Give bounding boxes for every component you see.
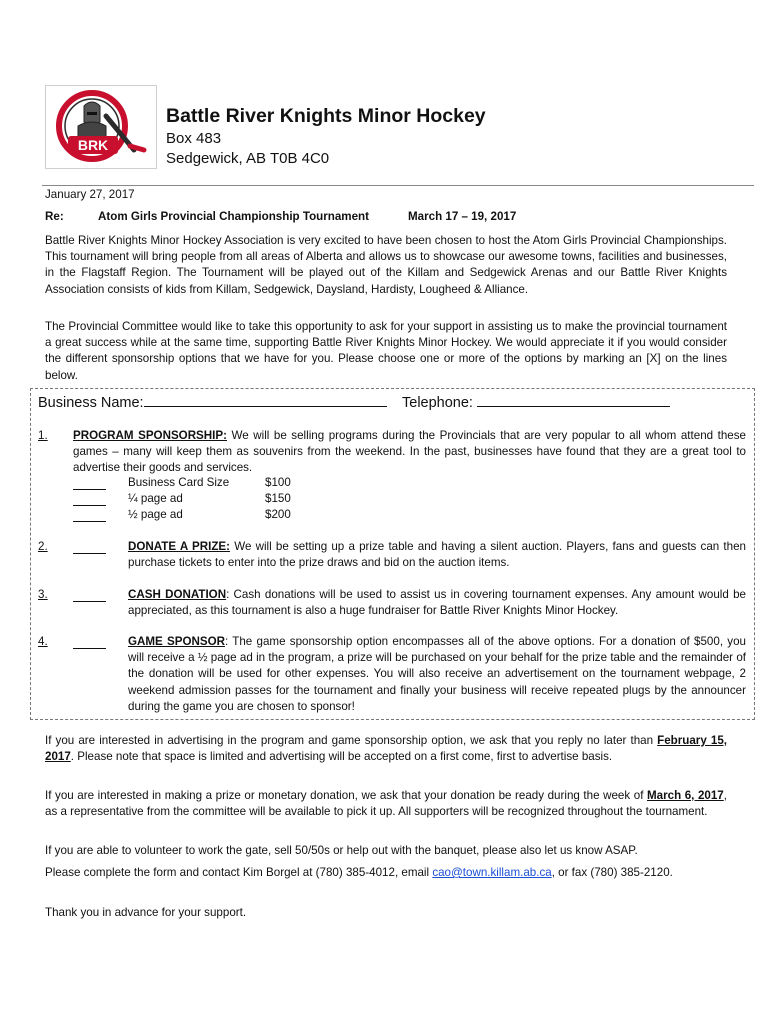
contact-paragraph bbox=[45, 865, 727, 881]
telephone-line[interactable] bbox=[477, 394, 670, 407]
checkbox-line-game-sponsor[interactable] bbox=[73, 636, 106, 649]
re-dates: March 17 – 19, 2017 bbox=[408, 210, 517, 223]
ad-option-label: ¼ page ad bbox=[128, 492, 183, 505]
prize-text-post: , as a representative from the committee will be available to pick it up. All supporters will be recognized throughout the tournament. bbox=[45, 789, 727, 819]
address-line-2: Sedgewick, AB T0B 4C0 bbox=[166, 150, 330, 167]
checkbox-line-cash-donation[interactable] bbox=[73, 589, 106, 602]
advert-deadline-date: February 15, 2017 bbox=[45, 734, 727, 764]
ad-option-label: Business Card Size bbox=[128, 476, 230, 489]
business-name-line[interactable] bbox=[144, 394, 387, 407]
ad-option-price: $150 bbox=[265, 492, 291, 505]
advert-text-post: . Please note that space is limited and advertising will be accepted on a first come, first to advertise basis. bbox=[70, 750, 613, 764]
option-4-text bbox=[128, 634, 746, 715]
header-divider bbox=[42, 185, 754, 186]
prize-donation-paragraph bbox=[45, 788, 727, 820]
ad-option-price: $100 bbox=[265, 476, 291, 489]
advert-text-pre: If you are interested in advertising in the program and game sponsorship option, we ask that you reply no later than bbox=[45, 734, 658, 747]
knight-logo-icon bbox=[46, 86, 156, 168]
contact-text-post: , or fax (780) 385-2120. bbox=[551, 866, 673, 879]
telephone-field[interactable] bbox=[402, 394, 670, 412]
letter-date: January 27, 2017 bbox=[45, 188, 135, 201]
thanks-line: Thank you in advance for your support. bbox=[45, 906, 247, 919]
prize-ready-date: March 6, 2017 bbox=[647, 789, 724, 802]
ad-option-price: $200 bbox=[265, 508, 291, 521]
org-name: Battle River Knights Minor Hockey bbox=[166, 105, 486, 127]
option-4-title: GAME SPONSOR bbox=[128, 635, 226, 648]
option-3-description: : Cash donations will be used to assist us in covering tournament expenses. Any amount would be appreciated, as this tournament is also a huge fundraiser for Battle River Knights Minor Hockey. bbox=[128, 588, 746, 618]
option-1-description: We will be selling programs during the Provincials that are very popular to all whom attend these games – many will keep them as souvenirs from the weekend. In the past, businesses have found that they are a great tool to advertise their goods and services. bbox=[73, 429, 746, 475]
business-name-label: Business Name: bbox=[38, 395, 144, 411]
option-2-description: We will be setting up a prize table and having a silent auction. Players, fans and guests can then purchase tickets to enter into the prize draws and bid on the auction items. bbox=[128, 540, 746, 570]
checkbox-line-business-card[interactable] bbox=[73, 477, 106, 490]
option-3-title: CASH DONATION bbox=[128, 588, 227, 601]
option-1-title: PROGRAM SPONSORSHIP: bbox=[73, 429, 227, 442]
advertising-deadline-paragraph bbox=[45, 733, 727, 765]
option-3-number: 3. bbox=[38, 588, 48, 601]
option-4-description: : The game sponsorship option encompasses all of the above options. For a donation of $500, you will receive a ½ page ad in the program, a prize will be purchased on your behalf for the prize table and the remainder of the donation will be used for other expenses. You will also receive an advertisement on the tournament webpage, 2 weekend admission passes for the tournament and finally your business will receive repeated plugs by the announcer during the game you are chosen to sponsor! bbox=[128, 635, 746, 713]
option-2-title: DONATE A PRIZE: bbox=[128, 540, 231, 553]
contact-email-link[interactable]: cao@town.killam.ab.ca bbox=[432, 866, 552, 879]
request-paragraph: The Provincial Committee would like to take this opportunity to ask for your support in assisting us to make the provincial tournament a great success while at the same time, supporting Battle River Knights Minor Hockey. We would appreciate it if you would consider the different sponsorship options that we have for you. Please choose one or more of the options by marking an [X] on the lines below. bbox=[45, 320, 727, 382]
logo-lettering: BRK bbox=[77, 137, 109, 153]
prize-text-pre: If you are interested in making a prize or monetary donation, we ask that your donation be ready during the week of bbox=[45, 789, 647, 802]
logo-frame bbox=[45, 85, 157, 169]
telephone-label: Telephone: bbox=[402, 395, 473, 411]
option-3-text bbox=[128, 587, 746, 619]
option-1-text bbox=[73, 428, 746, 477]
checkbox-line-donate-prize[interactable] bbox=[73, 541, 106, 554]
ad-option-label: ½ page ad bbox=[128, 508, 183, 521]
option-2-text bbox=[128, 539, 746, 571]
re-subject: Atom Girls Provincial Championship Tournament bbox=[98, 210, 369, 223]
address-line-1: Box 483 bbox=[166, 130, 222, 147]
checkbox-line-quarter-page[interactable] bbox=[73, 493, 106, 506]
intro-paragraph: Battle River Knights Minor Hockey Association is very excited to have been chosen to host the Atom Girls Provincial Championships. This tournament will bring people from all areas of Alberta and allows us to showcase our awesome towns, facilities and businesses, in the Flagstaff Region. The Tournament will be played out of the Killam and Sedgewick Arenas and our Battle River Knights Association consists of kids from Killam, Sedgewick, Daysland, Hardisty, Lougheed & Alliance. bbox=[45, 234, 727, 296]
contact-text-pre: Please complete the form and contact Kim Borgel at (780) 385-4012, email bbox=[45, 866, 433, 879]
checkbox-line-half-page[interactable] bbox=[73, 509, 106, 522]
option-2-number: 2. bbox=[38, 540, 48, 553]
option-4-number: 4. bbox=[38, 635, 48, 648]
option-1-number: 1. bbox=[38, 429, 48, 442]
volunteer-paragraph: If you are able to volunteer to work the gate, sell 50/50s or help out with the banquet, please also let us know ASAP. bbox=[45, 844, 638, 857]
re-label: Re: bbox=[45, 210, 64, 223]
business-name-field[interactable] bbox=[38, 394, 387, 412]
